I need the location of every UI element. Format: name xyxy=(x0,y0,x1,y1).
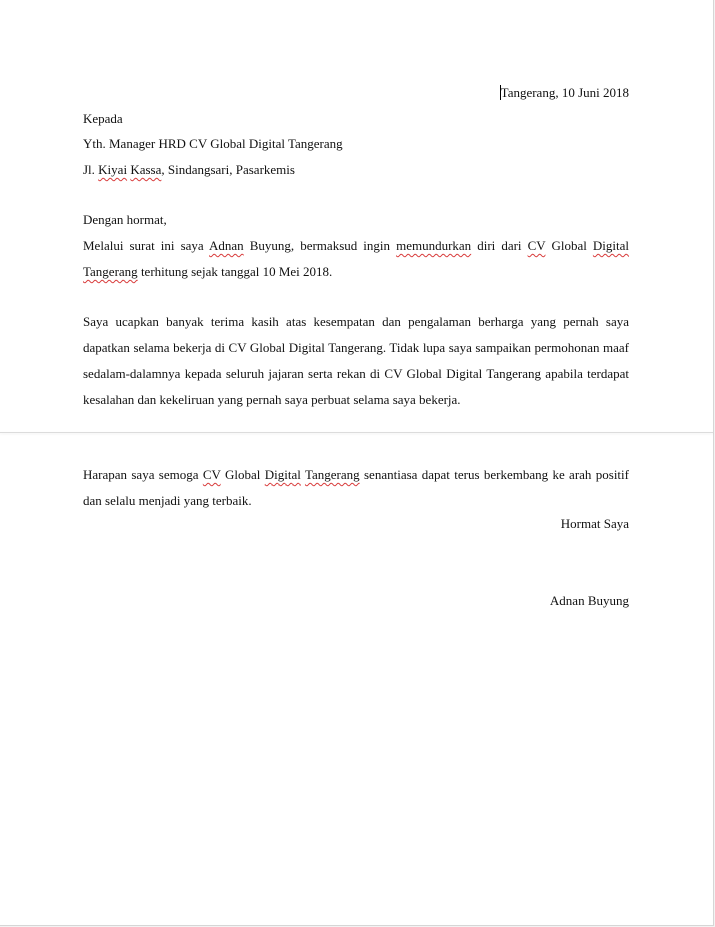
p3-text: Global xyxy=(220,467,265,482)
p1-text: Buyung, bermaksud ingin xyxy=(243,238,397,253)
recipient-to: Kepada xyxy=(83,111,123,126)
recipient-address xyxy=(83,157,629,183)
spell-error-word[interactable]: Tangerang xyxy=(304,467,360,482)
p1-text: Global xyxy=(545,238,593,253)
address-rest: , Sindangsari, Pasarkemis xyxy=(161,162,295,177)
place-date-line[interactable] xyxy=(83,80,629,106)
p1-text: Melalui surat ini saya xyxy=(83,238,210,253)
p3-text: Harapan saya semoga xyxy=(83,467,203,482)
spell-error-word[interactable]: CV xyxy=(202,467,221,482)
spell-error-word[interactable]: Adnan xyxy=(209,238,244,253)
signature-name: Adnan Buyung xyxy=(549,593,629,608)
place-date: Tangerang, 10 Juni 2018 xyxy=(500,85,629,100)
spell-error-word[interactable]: Tangerang xyxy=(83,264,138,279)
spell-error-word[interactable]: Kassa xyxy=(130,162,162,177)
spell-error-word[interactable]: Digital xyxy=(264,467,301,482)
paragraph-1 xyxy=(83,233,629,285)
paragraph-2: Saya ucapkan banyak terima kasih atas kesempatan dan pengalaman berharga yang pernah saya dapatkan selama bekerja di CV Global Digital Tangerang. Tidak lupa saya sampaikan permohonan maaf sedalam-dalamnya kepada seluruh jajaran serta rekan di CV Global Digital Tangerang apabila terdapat kesalahan dan kekeliruan yang pernah saya perbuat selama saya bekerja. xyxy=(83,314,629,407)
page-break xyxy=(0,432,713,433)
spell-error-word[interactable]: Digital xyxy=(592,238,630,253)
closing: Hormat Saya xyxy=(560,516,629,531)
greeting: Dengan hormat, xyxy=(83,212,167,227)
spell-error-word[interactable]: CV xyxy=(527,238,546,253)
p1-text: diri dari xyxy=(471,238,528,253)
paragraph-3 xyxy=(83,462,629,514)
spell-error-word[interactable]: memundurkan xyxy=(396,238,472,253)
address-prefix: Jl. xyxy=(83,162,99,177)
spell-error-word[interactable]: Kiyai xyxy=(98,162,128,177)
p1-text: terhitung sejak tanggal 10 Mei 2018. xyxy=(137,264,333,279)
p3-text: senantiasa dapat terus berkembang ke arah positif dan selalu menjadi yang terbaik. xyxy=(83,467,629,508)
recipient-name: Yth. Manager HRD CV Global Digital Tangerang xyxy=(83,136,343,151)
